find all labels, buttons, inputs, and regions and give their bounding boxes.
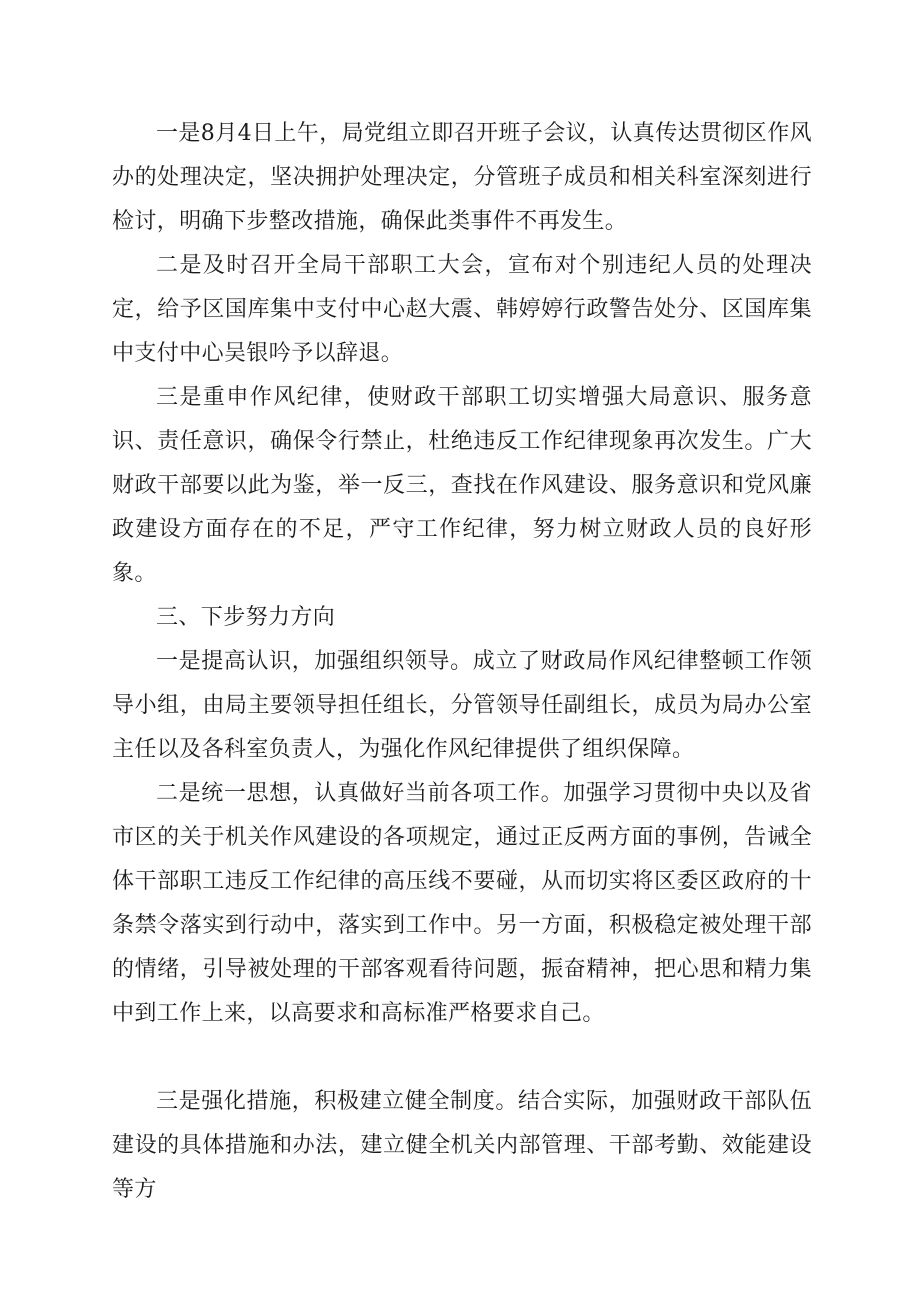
section-heading: 三、下步努力方向 xyxy=(156,605,336,630)
paragraph-3: 三是重申作风纪律，使财政干部职工切实增强大局意识、服务意识、责任意识，确保令行禁止，杜绝违反工作纪律现象再次发生。广大财政干部要以此为鉴，举一反三，查找在作风建设、服务意识和党风廉政建设方面存在的不足，严守工作纪律，努力树立财政人员的良好形象。 xyxy=(112,385,812,586)
paragraph-5: 二是统一思想，认真做好当前各项工作。加强学习贯彻中央以及省市区的关于机关作风建设的各项规定，通过正反两方面的事例，告诫全体干部职工违反工作纪律的高压线不要碰，从而切实将区委区政府的十条禁令落实到行动中，落实到工作中。另一方面，积极稳定被处理干部的情绪，引导被处理的干部客观看待问题，振奋精神，把心思和精力集中到工作上来，以高要求和高标准严格要求自己。 xyxy=(112,781,812,1026)
paragraph-1: 一是8月4日上午，局党组立即召开班子会议，认真传达贯彻区作风办的处理决定，坚决拥护处理决定，分管班子成员和相关科室深刻进行检讨，明确下步整改措施，确保此类事件不再发生。 xyxy=(112,121,812,234)
paragraph-2: 二是及时召开全局干部职工大会，宣布对个别违纪人员的处理决定，给予区国库集中支付中心赵大震、韩婷婷行政警告处分、区国库集中支付中心吴银吟予以辞退。 xyxy=(112,253,812,366)
paragraph-4: 一是提高认识，加强组织领导。成立了财政局作风纪律整顿工作领导小组，由局主要领导担任组长，分管领导任副组长，成员为局办公室主任以及各科室负责人，为强化作风纪律提供了组织保障。 xyxy=(112,649,812,762)
paragraph-6: 三是强化措施，积极建立健全制度。结合实际，加强财政干部队伍建设的具体措施和办法，建立健全机关内部管理、干部考勤、效能建设等方 xyxy=(112,1089,812,1202)
